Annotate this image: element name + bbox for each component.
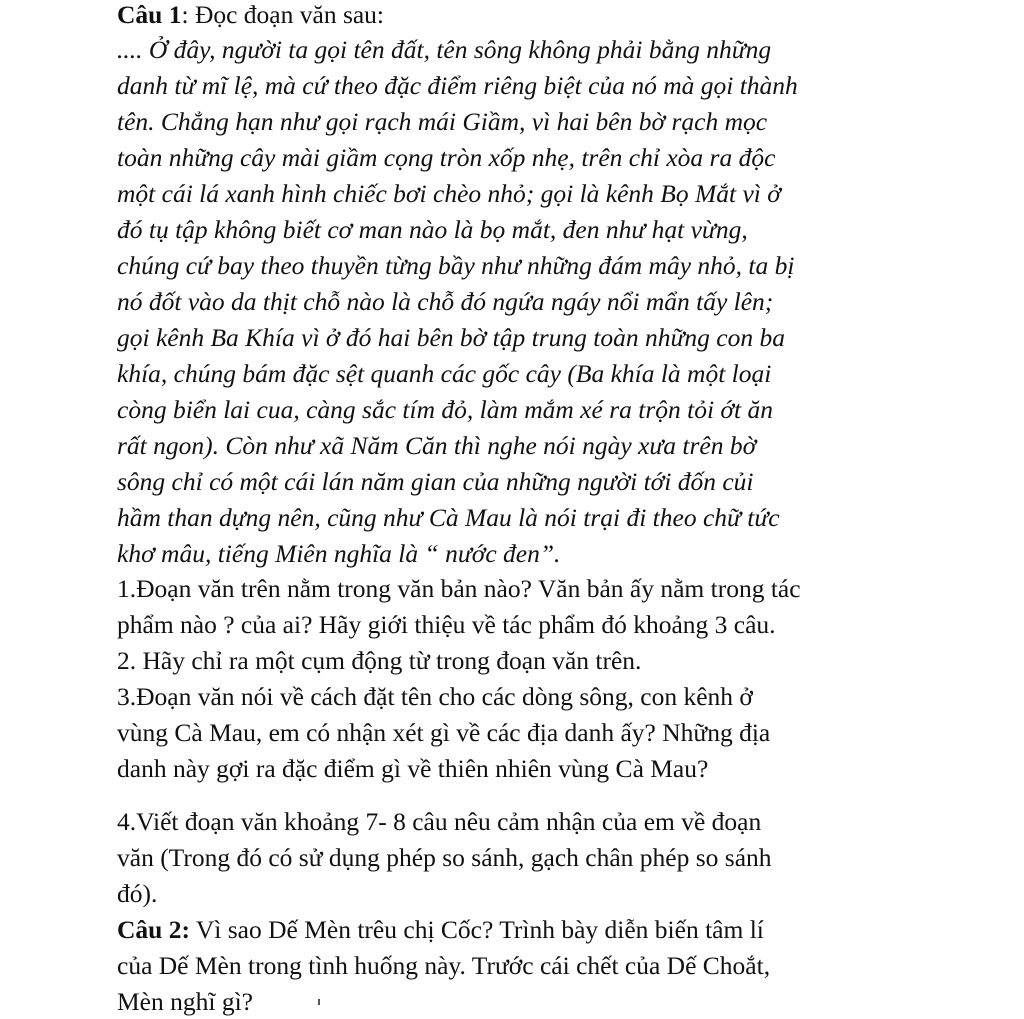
stray-mark bbox=[318, 999, 320, 1005]
question-3-line: vùng Cà Mau, em có nhận xét gì về các địa danh ấy? Những địa bbox=[117, 718, 771, 747]
question-4-line: đó). bbox=[117, 879, 158, 908]
cau2-line bbox=[117, 913, 764, 947]
passage-line: toàn những cây mài giầm cọng tròn xốp nhẹ, trên chỉ xòa ra độc bbox=[117, 143, 776, 172]
passage-line: danh từ mĩ lệ, mà cứ theo đặc điểm riêng biệt của nó mà gọi thành bbox=[117, 71, 798, 100]
cau1-label: Câu 1 bbox=[117, 0, 182, 29]
question-1-line: 1.Đoạn văn trên nằm trong văn bản nào? Văn bản ấy nằm trong tác bbox=[117, 574, 801, 603]
cau1-heading-text: : Đọc đoạn văn sau: bbox=[181, 0, 385, 29]
passage-line: .... Ở đây, người ta gọi tên đất, tên sông không phải bằng những bbox=[117, 35, 772, 64]
passage-line: khơ mâu, tiếng Miên nghĩa là “ nước đen”. bbox=[117, 539, 561, 568]
passage-line: đó tụ tập không biết cơ man nào là bọ mắt, đen như hạt vừng, bbox=[117, 215, 748, 244]
passage-line: hầm than dựng nên, cũng như Cà Mau là nói trại đi theo chữ tức bbox=[117, 503, 780, 532]
cau2-line: Mèn nghĩ gì? bbox=[117, 987, 253, 1016]
question-3-line: 3.Đoạn văn nói về cách đặt tên cho các dòng sông, con kênh ở bbox=[117, 682, 753, 711]
passage-line: một cái lá xanh hình chiếc bơi chèo nhỏ; gọi là kênh Bọ Mắt vì ở bbox=[117, 179, 781, 208]
passage-line: còng biển lai cua, càng sắc tím đỏ, làm mắm xé ra trộn tỏi ớt ăn bbox=[117, 395, 773, 424]
passage-line: sông chỉ có một cái lán năm gian của những người tới đốn củi bbox=[117, 467, 754, 496]
passage-line: rất ngon). Còn như xã Năm Căn thì nghe nói ngày xưa trên bờ bbox=[117, 431, 757, 460]
cau2-label: Câu 2: bbox=[117, 915, 190, 944]
question-3-line: danh này gợi ra đặc điểm gì về thiên nhiên vùng Cà Mau? bbox=[117, 754, 709, 783]
passage-line: chúng cứ bay theo thuyền từng bầy như những đám mây nhỏ, ta bị bbox=[117, 251, 795, 280]
cau1-heading bbox=[117, 0, 384, 32]
question-1-line: phẩm nào ? của ai? Hãy giới thiệu về tác phẩm đó khoảng 3 câu. bbox=[117, 610, 776, 639]
question-4-line: 4.Viết đoạn văn khoảng 7- 8 câu nêu cảm nhận của em về đoạn bbox=[117, 807, 762, 836]
passage-line: khía, chúng bám đặc sệt quanh các gốc cây (Ba khía là một loại bbox=[117, 359, 772, 388]
passage-line: gọi kênh Ba Khía vì ở đó hai bên bờ tập trung toàn những con ba bbox=[117, 323, 785, 352]
question-4-line: văn (Trong đó có sử dụng phép so sánh, gạch chân phép so sánh bbox=[117, 843, 772, 872]
question-2-line: 2. Hãy chỉ ra một cụm động từ trong đoạn văn trên. bbox=[117, 646, 642, 675]
passage-line: nó đốt vào da thịt chỗ nào là chỗ đó ngứa ngáy nổi mẩn tấy lên; bbox=[117, 287, 774, 316]
passage-line: tên. Chẳng hạn như gọi rạch mái Giầm, vì hai bên bờ rạch mọc bbox=[117, 107, 768, 136]
cau2-text: Vì sao Dế Mèn trêu chị Cốc? Trình bày diễn biến tâm lí bbox=[189, 915, 764, 944]
cau2-line: của Dế Mèn trong tình huống này. Trước cái chết của Dế Choắt, bbox=[117, 951, 771, 980]
